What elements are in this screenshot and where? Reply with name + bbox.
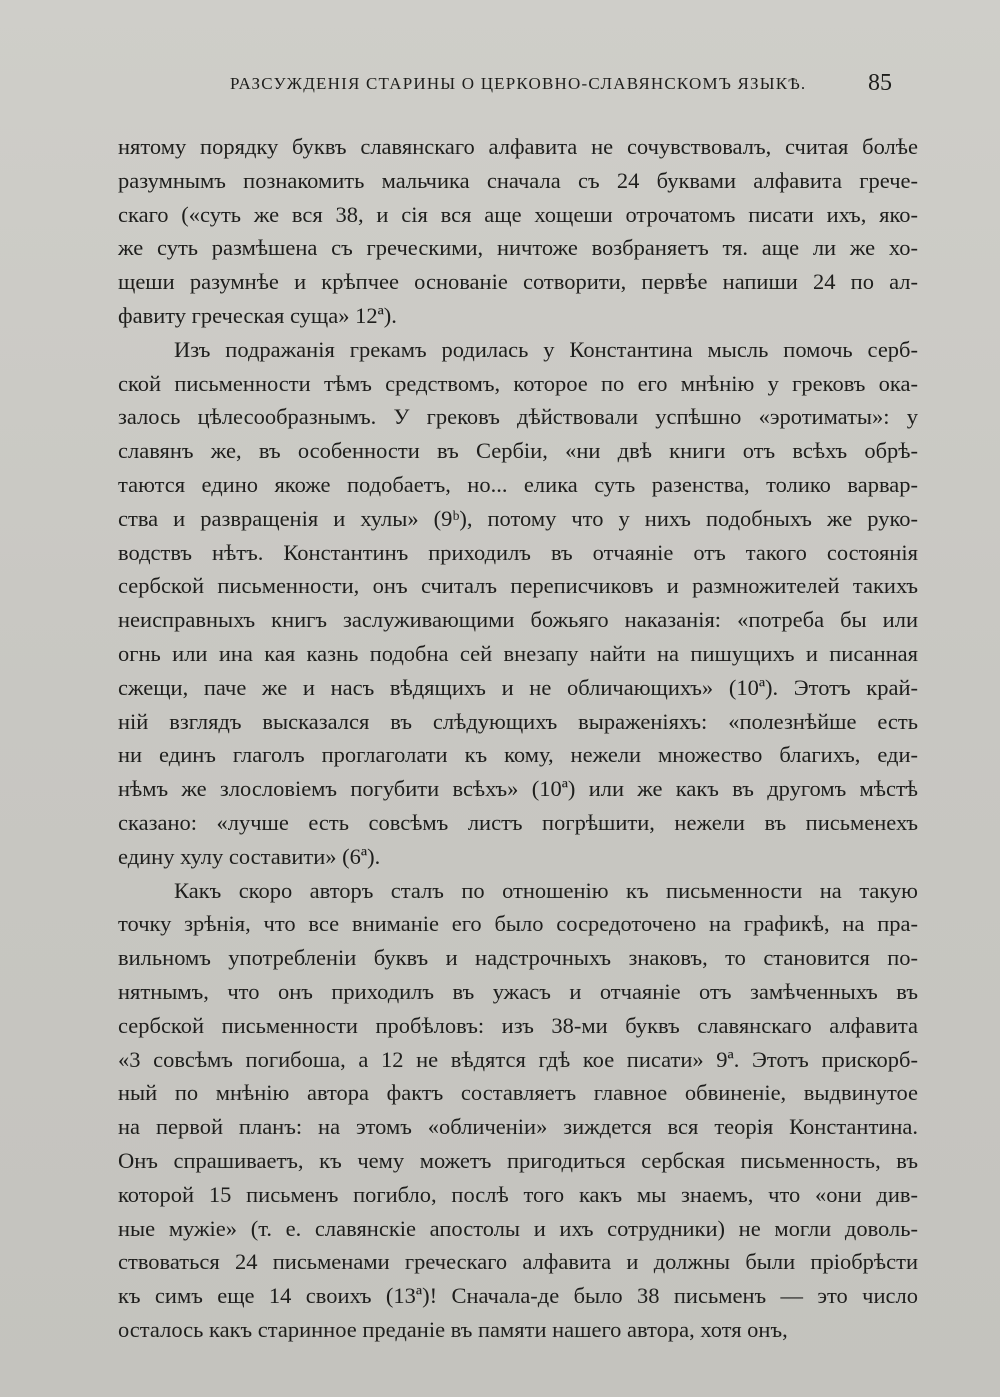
- text-line: Онъ спрашиваетъ, къ чему можетъ пригодиться сербская письменность, въ: [118, 1147, 918, 1173]
- text-line: Изъ подражанія грекамъ родилась у Константина мысль помочь серб-: [174, 336, 918, 362]
- text-line: «3 совсѣмъ погибоша, а 12 не вѣдятся гдѣ кое писати» 9ª. Этотъ прискорб-: [118, 1046, 918, 1072]
- text-line: осталось какъ старинное преданіе въ памяти нашего автора, хотя онъ,: [118, 1316, 788, 1342]
- text-line: нятнымъ, что онъ приходилъ въ ужасъ и отчаяніе отъ замѣченныхъ въ: [118, 978, 918, 1004]
- text-line: ства и развращенія и хулы» (9ᵇ), потому что у нихъ подобныхъ же руко-: [118, 505, 918, 531]
- text-line: ской письменности тѣмъ средствомъ, которое по его мнѣнію у грековъ ока-: [118, 370, 918, 396]
- paragraph: [118, 130, 918, 333]
- text-line: точку зрѣнія, что все вниманіе его было сосредоточено на графикѣ, на пра-: [118, 911, 918, 937]
- text-line: сербской письменности пробѣловъ: изъ 38-ми буквъ славянскаго алфавита: [118, 1012, 918, 1038]
- text-line: ный по мнѣнію автора фактъ составляетъ главное обвиненіе, выдвинутое: [118, 1080, 918, 1106]
- text-line: нѣмъ же злословіемъ погубити всѣхъ» (10ª) или же какъ въ другомъ мѣстѣ: [118, 776, 918, 802]
- text-line: неисправныхъ книгъ заслуживающими божьяго наказанія: «потреба бы или: [118, 607, 918, 633]
- text-line: фавиту греческая суща» 12ª).: [118, 302, 397, 328]
- text-line: ствоваться 24 письменами греческаго алфавита и должны были пріобрѣсти: [118, 1249, 918, 1275]
- paragraph: [118, 333, 918, 874]
- paragraph: [118, 874, 918, 1347]
- page-number: 85: [868, 70, 892, 96]
- text-line: къ симъ еще 14 своихъ (13ª)! Сначала-де было 38 письменъ — это число: [118, 1283, 918, 1309]
- text-line: которой 15 письменъ погибло, послѣ того какъ мы знаемъ, что «они див-: [118, 1181, 918, 1207]
- text-line: ній взглядъ высказался въ слѣдующихъ выраженіяхъ: «полезнѣйше есть: [118, 708, 918, 734]
- text-line: разумнымъ познакомить мальчика сначала съ 24 буквами алфавита грече-: [118, 167, 918, 193]
- text-line: огнь или ина кая казнь подобна сей внезапу найти на пишущихъ и писанная: [118, 640, 918, 666]
- text-line: же суть размѣшена съ греческими, ничтоже возбраняетъ тя. аще ли же хо-: [118, 235, 918, 261]
- text-line: ные мужіе» (т. е. славянскіе апостолы и ихъ сотрудники) не могли доволь-: [118, 1215, 918, 1241]
- text-line: славянъ же, въ особенности въ Сербіи, «ни двѣ книги отъ всѣхъ обрѣ-: [118, 438, 918, 464]
- text-line: сербской письменности, онъ считалъ переписчиковъ и размножителей такихъ: [118, 573, 918, 599]
- text-line: вильномъ употребленіи буквъ и надстрочныхъ знаковъ, то становится по-: [118, 945, 918, 971]
- text-line: сказано: «лучше есть совсѣмъ листъ погрѣшити, нежели въ письменехъ: [118, 809, 918, 835]
- text-line: едину хулу составити» (6ª).: [118, 843, 381, 869]
- text-line: сжещи, паче же и насъ вѣдящихъ и не обличающихъ» (10ª). Этотъ край-: [118, 674, 918, 700]
- text-line: водствъ нѣтъ. Константинъ приходилъ въ отчаяніе отъ такого состоянія: [118, 539, 918, 565]
- text-line: нятому порядку буквъ славянскаго алфавита не сочувствовалъ, считая болѣе: [118, 134, 918, 159]
- text-line: скаго («суть же вся 38, и сія вся аще хощеши отрочатомъ писати ихъ, яко-: [118, 201, 918, 227]
- running-header: РАЗСУЖДЕНІЯ СТАРИНЫ О ЦЕРКОВНО-СЛАВЯНСКОМЪ ЯЗЫКѢ.: [230, 74, 807, 93]
- body-text: [118, 130, 918, 1347]
- text-line: ни единъ глаголъ проглаголати къ кому, нежели множество благихъ, еди-: [118, 742, 918, 768]
- text-line: Какъ скоро авторъ сталъ по отношенію къ письменности на такую: [174, 877, 918, 903]
- text-line: таются едино якоже подобаетъ, но... елика суть разенства, толико варвар-: [118, 471, 918, 497]
- text-line: залось цѣлесообразнымъ. У грековъ дѣйствовали успѣшно «эротиматы»: у: [118, 404, 918, 430]
- text-line: на первой планъ: на этомъ «обличеніи» зиждется вся теорія Константина.: [118, 1114, 918, 1140]
- text-line: щеши разумнѣе и крѣпчее основаніе сотворити, первѣе напиши 24 по ал-: [118, 269, 918, 295]
